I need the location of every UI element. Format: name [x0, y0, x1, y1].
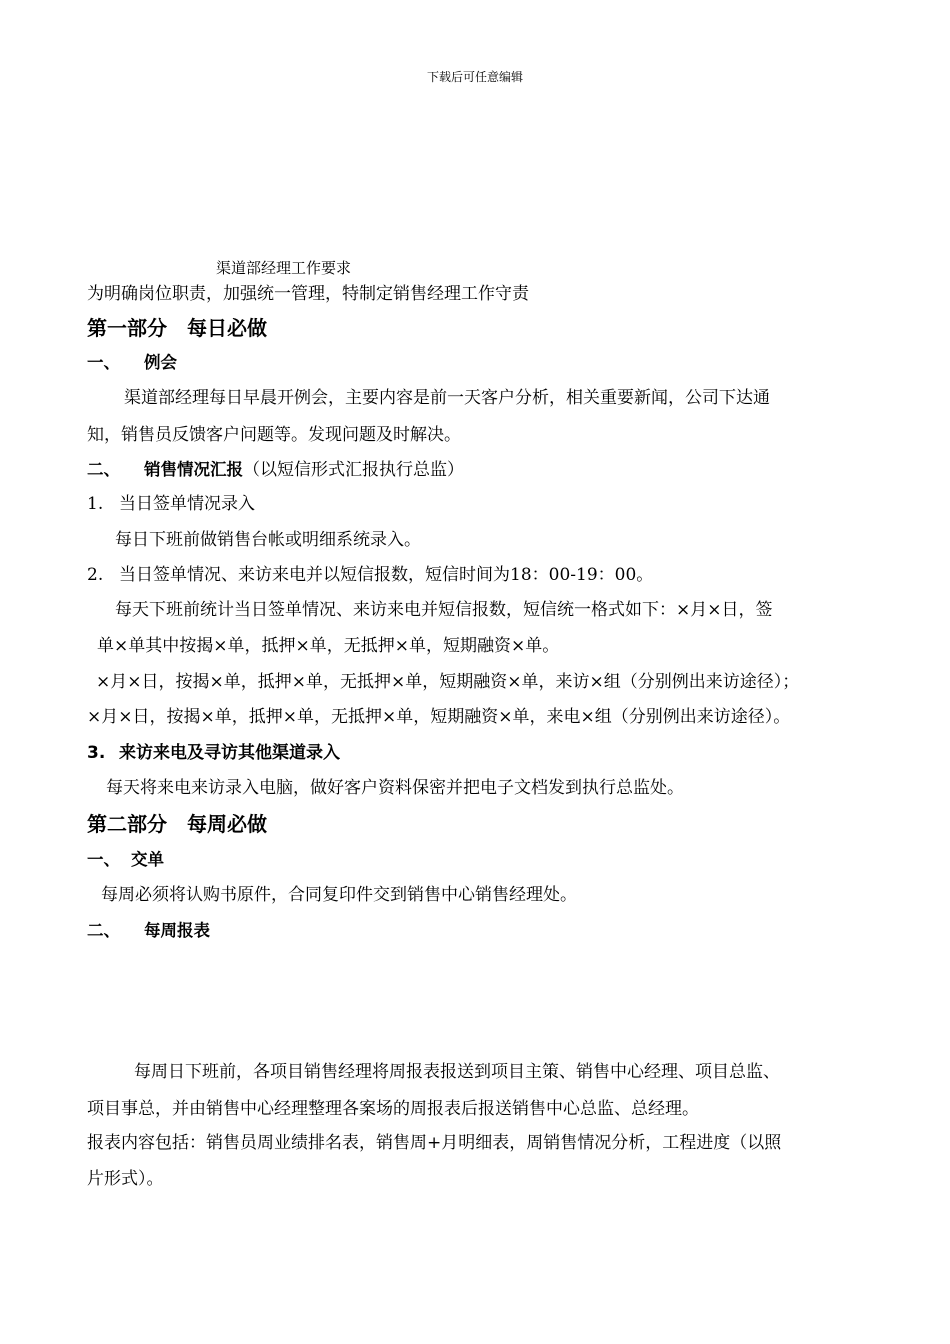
section-title: 交单 [131, 850, 164, 869]
item-2-body-line4: ×月×日，按揭×单，抵押×单，无抵押×单，短期融资×单，来电×组（分别例出来访途径）。 [87, 707, 791, 727]
section-number: 一、 [87, 353, 120, 372]
section-number: 二、 [87, 921, 120, 940]
item-number: 1. [87, 494, 104, 514]
section-title: 销售情况汇报 [144, 460, 243, 479]
part1-heading: 第一部分 每日必做 [87, 316, 267, 340]
part2-section2-body-line1: 每周日下班前，各项目销售经理将周报表报送到项目主策、销售中心经理、项目总监、 [134, 1062, 780, 1082]
intro-paragraph: 为明确岗位职责，加强统一管理，特制定销售经理工作守责 [87, 284, 529, 304]
part1-section1-heading [87, 352, 177, 374]
part2-section2-body-line4: 片形式）。 [87, 1169, 164, 1189]
part2-heading: 第二部分 每周必做 [87, 812, 267, 836]
item-3 [87, 742, 340, 764]
page-header: 下载后可任意编辑 [426, 70, 523, 84]
part2-section2-body-line3: 报表内容包括：销售员周业绩排名表，销售周+月明细表，周销售情况分析，工程进度（以照 [87, 1133, 782, 1153]
item-text: 当日签单情况录入 [119, 494, 255, 514]
part2-section2-heading [87, 920, 210, 942]
part2-section2-body-line2: 项目事总，并由销售中心经理整理各案场的周报表后报送销售中心总监、总经理。 [87, 1099, 699, 1119]
part1-section1-body-line1: 渠道部经理每日早晨开例会，主要内容是前一天客户分析，相关重要新闻，公司下达通 [124, 388, 770, 408]
part2-section1-body: 每周必须将认购书原件，合同复印件交到销售中心销售经理处。 [101, 885, 577, 905]
item-2-body-line1: 每天下班前统计当日签单情况、来访来电并短信报数，短信统一格式如下：×月×日，签 [115, 600, 773, 620]
item-3-body: 每天将来电来访录入电脑，做好客户资料保密并把电子文档发到执行总监处。 [106, 778, 684, 798]
item-2 [87, 564, 653, 586]
item-text: 来访来电及寻访其他渠道录入 [119, 743, 340, 763]
item-1-body: 每日下班前做销售台帐或明细系统录入。 [115, 530, 421, 550]
item-text: 当日签单情况、来访来电并以短信报数，短信时间为18：00-19：00。 [119, 565, 654, 585]
part1-section2-heading [87, 459, 464, 481]
section-number: 二、 [87, 460, 120, 479]
item-2-body-line2: 单×单其中按揭×单，抵押×单，无抵押×单，短期融资×单。 [97, 636, 560, 656]
part1-section1-body-line2: 知，销售员反馈客户问题等。发现问题及时解决。 [87, 425, 461, 445]
part2-section1-heading [87, 849, 164, 871]
item-number: 2. [87, 565, 104, 585]
document-title: 渠道部经理工作要求 [216, 259, 352, 277]
section-title: 每周报表 [144, 921, 210, 940]
section-number: 一、 [87, 850, 120, 869]
item-1 [87, 493, 255, 515]
section-note: （以短信形式汇报执行总监） [243, 460, 464, 480]
item-2-body-line3: ×月×日，按揭×单，抵押×单，无抵押×单，短期融资×单，来访×组（分别例出来访途径）； [96, 672, 800, 692]
section-title: 例会 [144, 353, 177, 372]
item-number: 3. [87, 743, 106, 763]
